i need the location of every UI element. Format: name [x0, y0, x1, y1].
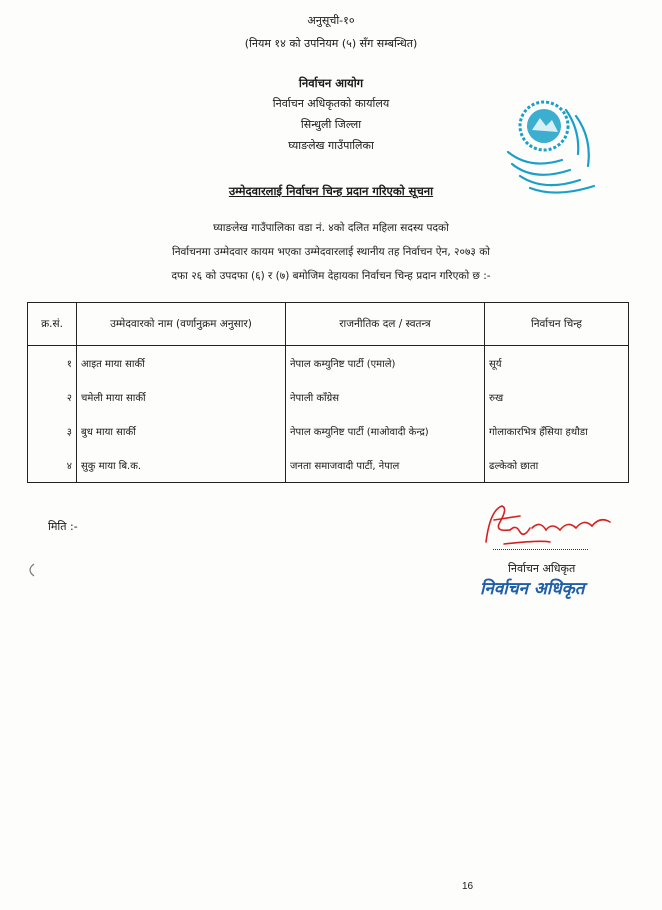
municipality-name: घ्याङलेख गाउँपालिका: [288, 139, 374, 152]
header-party: राजनीतिक दल / स्वतन्त्र: [286, 303, 485, 346]
table-row: [28, 380, 629, 414]
cell-candidate-name: चमेली माया सार्की: [77, 380, 286, 414]
notice-paragraph-line-3: दफा २६ को उपदफा (६) र (७) बमोजिम देहायका निर्वाचन चिन्ह प्रदान गरिएको छ :-: [171, 270, 491, 282]
officer-stamp: निर्वाचन अधिकृत: [480, 579, 585, 599]
handwritten-signature: [480, 500, 620, 552]
cell-serial: २: [28, 380, 77, 414]
date-label: मिति :-: [48, 520, 78, 533]
table-row: [28, 448, 629, 483]
header-candidate-name: उम्मेदवारको नाम (वर्णानुक्रम अनुसार): [77, 303, 286, 346]
page-number: 16: [462, 881, 474, 892]
table-row: [28, 346, 629, 381]
cell-serial: १: [28, 346, 77, 381]
table-row: [28, 414, 629, 448]
schedule-label: अनुसूची-१०: [307, 14, 355, 27]
officer-title: निर्वाचन अधिकृत: [508, 562, 576, 575]
notice-title: उम्मेदवारलाई निर्वाचन चिन्ह प्रदान गरिएको सूचना: [228, 184, 434, 198]
candidate-symbol-table: [27, 302, 629, 483]
header-serial-number: क्र.सं.: [28, 303, 77, 346]
cell-symbol: रुख: [485, 380, 629, 414]
cell-party: नेपाल कम्युनिष्ट पार्टी (माओवादी केन्द्र): [286, 414, 485, 448]
table-header-row: [28, 303, 629, 346]
cell-party: नेपाल कम्युनिष्ट पार्टी (एमाले): [286, 346, 485, 381]
rule-reference: (नियम १४ को उपनियम (५) सँग सम्बन्धित): [244, 37, 418, 50]
cell-party: जनता समाजवादी पार्टी, नेपाल: [286, 448, 485, 483]
notice-paragraph-line-2: निर्वाचनमा उम्मेदवार कायम भएका उम्मेदवारलाई स्थानीय तह निर्वाचन ऐन, २०७३ को: [172, 246, 490, 258]
scan-mark: [22, 560, 42, 580]
commission-name: निर्वाचन आयोग: [298, 76, 364, 90]
cell-candidate-name: बुध माया सार्की: [77, 414, 286, 448]
office-name: निर्वाचन अधिकृतको कार्यालय: [272, 97, 390, 110]
cell-serial: ४: [28, 448, 77, 483]
notice-paragraph-line-1: घ्याङलेख गाउँपालिका वडा नं. ४को दलित महिला सदस्य पदको: [213, 222, 449, 234]
cell-candidate-name: आइत माया सार्की: [77, 346, 286, 381]
district-name: सिन्धुली जिल्ला: [300, 118, 362, 131]
header-election-symbol: निर्वाचन चिन्ह: [485, 303, 629, 346]
cell-party: नेपाली काँग्रेस: [286, 380, 485, 414]
signature-line: [493, 549, 588, 550]
cell-serial: ३: [28, 414, 77, 448]
cell-symbol: ढल्केको छाता: [485, 448, 629, 483]
cell-symbol: गोलाकारभित्र हँसिया हथौडा: [485, 414, 629, 448]
cell-symbol: सूर्य: [485, 346, 629, 381]
cell-candidate-name: सुकु माया बि.क.: [77, 448, 286, 483]
